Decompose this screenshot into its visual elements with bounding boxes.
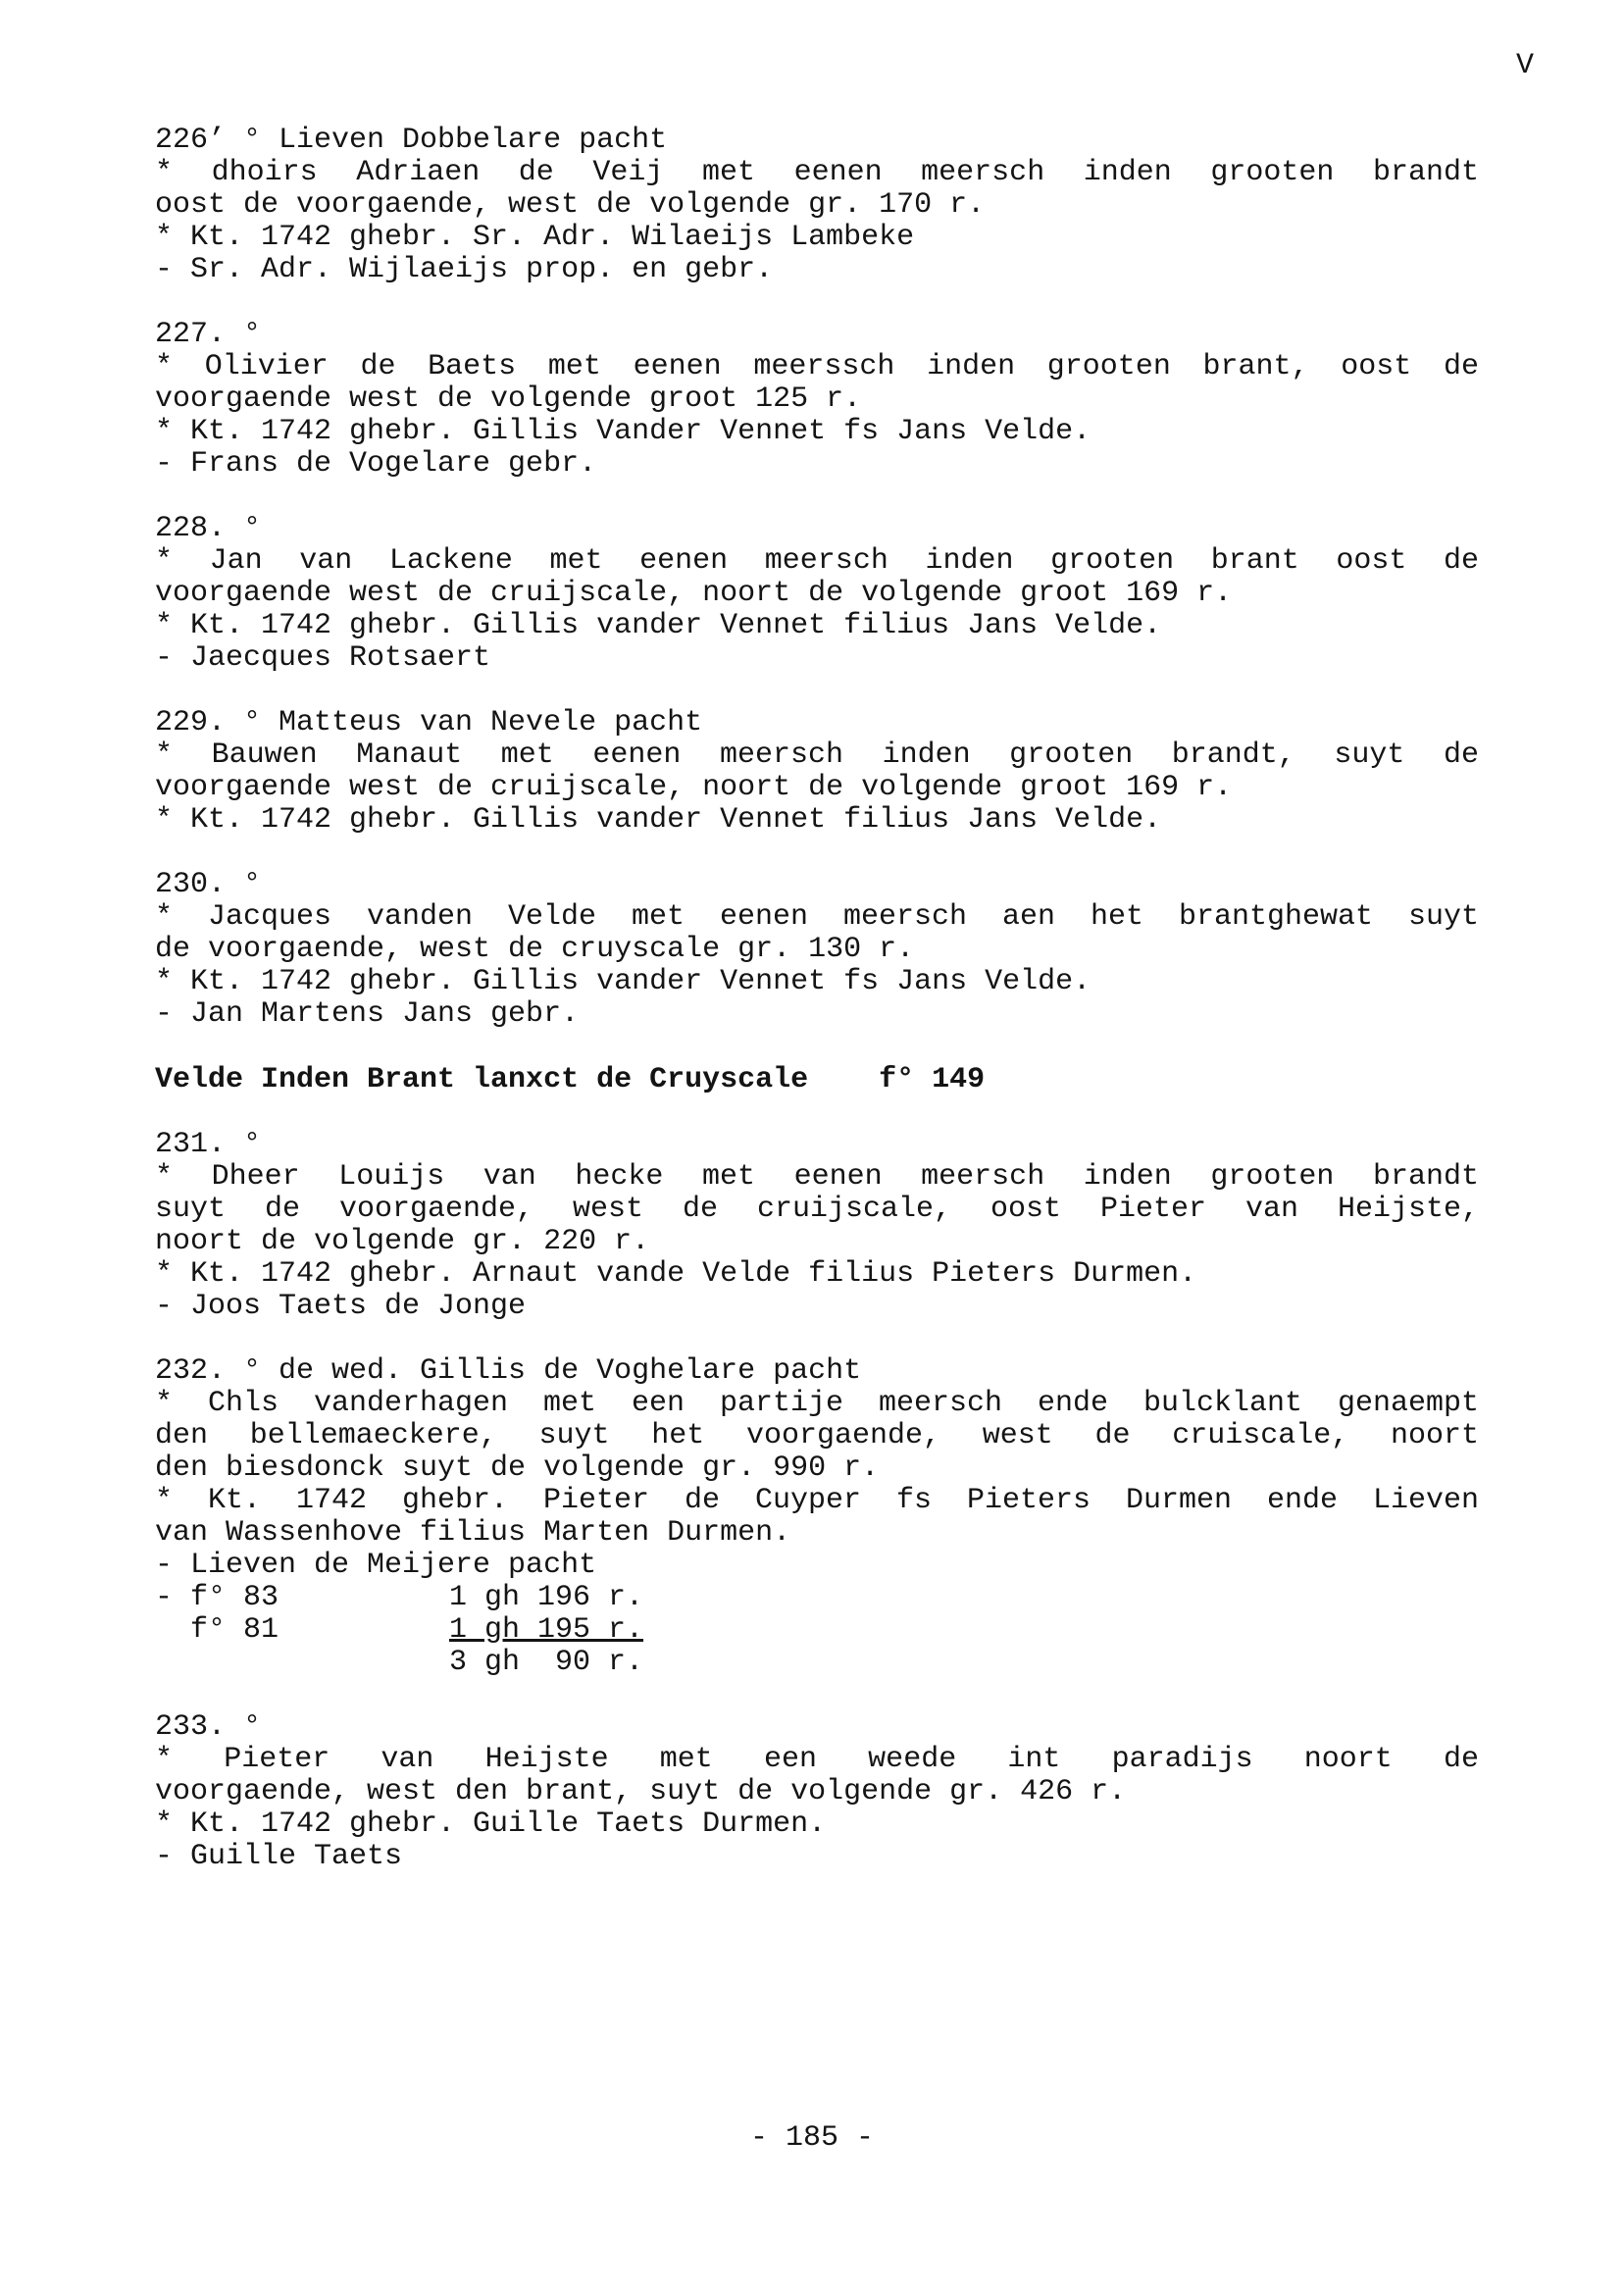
entry-line: de voorgaende, west de cruyscale gr. 130 r. bbox=[155, 933, 915, 966]
entry-line: * Kt. 1742 ghebr. Pieter de Cuyper fs Pieters Durmen ende Lieven bbox=[155, 1484, 1479, 1517]
page-marker: V bbox=[1515, 49, 1534, 82]
entry-230 bbox=[155, 869, 1479, 1031]
entry-line: 232. ° de wed. Gillis de Voghelare pacht bbox=[155, 1354, 862, 1388]
sum-amount: 1 gh 195 r. bbox=[449, 1613, 644, 1647]
entry-line: - Lieven de Meijere pacht bbox=[155, 1549, 597, 1582]
entry-line: den bellemaeckere, suyt het voorgaende, west de cruiscale, noort bbox=[155, 1419, 1479, 1452]
entry-line: * Kt. 1742 ghebr. Sr. Adr. Wilaeijs Lambeke bbox=[155, 221, 915, 254]
entry-line: 229. ° Matteus van Nevele pacht bbox=[155, 706, 703, 739]
entry-231 bbox=[155, 1129, 1479, 1323]
entry-233 bbox=[155, 1711, 1479, 1873]
entry-line: - Jaecques Rotsaert bbox=[155, 641, 491, 675]
section-heading: Velde Inden Brant lanxct de Cruyscale f° 149 bbox=[155, 1063, 986, 1096]
entry-line: van Wassenhove filius Marten Durmen. bbox=[155, 1516, 791, 1550]
entry-line: - Guille Taets bbox=[155, 1840, 403, 1873]
page-number: - 185 - bbox=[749, 2121, 875, 2155]
area-sum-table bbox=[155, 1582, 643, 1679]
entry-line: * Kt. 1742 ghebr. Gillis vander Vennet filius Jans Velde. bbox=[155, 803, 1162, 837]
entry-line: - Sr. Adr. Wijlaeijs prop. en gebr. bbox=[155, 253, 774, 286]
entry-line: * Chls vanderhagen met een partije meersch ende bulcklant genaempt bbox=[155, 1387, 1479, 1420]
entry-line: * Jacques vanden Velde met eenen meersch aen het brantghewat suyt bbox=[155, 900, 1479, 934]
entry-line: * Kt. 1742 ghebr. Guille Taets Durmen. bbox=[155, 1807, 827, 1841]
entry-line: * dhoirs Adriaen de Veij met eenen meersch inden grooten brandt bbox=[155, 156, 1479, 189]
entry-line: * Kt. 1742 ghebr. Arnaut vande Velde filius Pieters Durmen. bbox=[155, 1257, 1197, 1291]
entry-line: suyt de voorgaende, west de cruijscale, oost Pieter van Heijste, bbox=[155, 1193, 1479, 1226]
sum-ref: f° 81 bbox=[155, 1613, 279, 1647]
entry-line: den biesdonck suyt de volgende gr. 990 r. bbox=[155, 1451, 880, 1485]
entry-line: * Bauwen Manaut met eenen meersch inden grooten brandt, suyt de bbox=[155, 738, 1479, 772]
entry-line: noort de volgende gr. 220 r. bbox=[155, 1225, 650, 1258]
entry-line: 226’ ° Lieven Dobbelare pacht bbox=[155, 124, 668, 157]
sum-ref: - f° 83 bbox=[155, 1581, 279, 1614]
entry-226 bbox=[155, 125, 1479, 286]
entry-line: - Joos Taets de Jonge bbox=[155, 1290, 527, 1323]
entry-line: * Pieter van Heijste met een weede int paradijs noort de bbox=[155, 1743, 1479, 1776]
entry-line: - Jan Martens Jans gebr. bbox=[155, 997, 580, 1031]
sum-amount: 1 gh 196 r. bbox=[449, 1581, 644, 1614]
entry-line: voorgaende west de volgende groot 125 r. bbox=[155, 382, 862, 416]
entry-227 bbox=[155, 319, 1479, 481]
entry-228 bbox=[155, 513, 1479, 675]
entry-line: - Frans de Vogelare gebr. bbox=[155, 447, 597, 481]
entry-line: 228. ° bbox=[155, 512, 262, 545]
entry-229 bbox=[155, 707, 1479, 837]
entry-line: voorgaende west de cruijscale, noort de volgende groot 169 r. bbox=[155, 771, 1233, 804]
entry-line: 230. ° bbox=[155, 868, 262, 901]
entry-line: oost de voorgaende, west de volgende gr. 170 r. bbox=[155, 188, 986, 222]
entry-line: 231. ° bbox=[155, 1128, 262, 1161]
entry-line: * Olivier de Baets met eenen meerssch inden grooten brant, oost de bbox=[155, 350, 1479, 383]
entry-line: 227. ° bbox=[155, 318, 262, 351]
entry-232 bbox=[155, 1355, 1479, 1679]
sum-ref bbox=[155, 1647, 449, 1679]
sum-row bbox=[155, 1582, 643, 1614]
document-body bbox=[155, 125, 1479, 1906]
entry-line: * Kt. 1742 ghebr. Gillis Vander Vennet fs Jans Velde. bbox=[155, 415, 1091, 448]
entry-line: * Kt. 1742 ghebr. Gillis vander Vennet filius Jans Velde. bbox=[155, 609, 1162, 642]
sum-row bbox=[155, 1614, 643, 1647]
entry-line: * Kt. 1742 ghebr. Gillis vander Vennet fs Jans Velde. bbox=[155, 965, 1091, 998]
sum-row bbox=[155, 1647, 643, 1679]
entry-line: * Dheer Louijs van hecke met eenen meersch inden grooten brandt bbox=[155, 1160, 1479, 1194]
entry-line: * Jan van Lackene met eenen meersch inden grooten brant oost de bbox=[155, 544, 1479, 578]
entry-line: voorgaende west de cruijscale, noort de volgende groot 169 r. bbox=[155, 577, 1233, 610]
sum-total: 3 gh 90 r. bbox=[449, 1646, 644, 1679]
entry-line: voorgaende, west den brant, suyt de volgende gr. 426 r. bbox=[155, 1775, 1127, 1808]
entry-line: 233. ° bbox=[155, 1710, 262, 1744]
